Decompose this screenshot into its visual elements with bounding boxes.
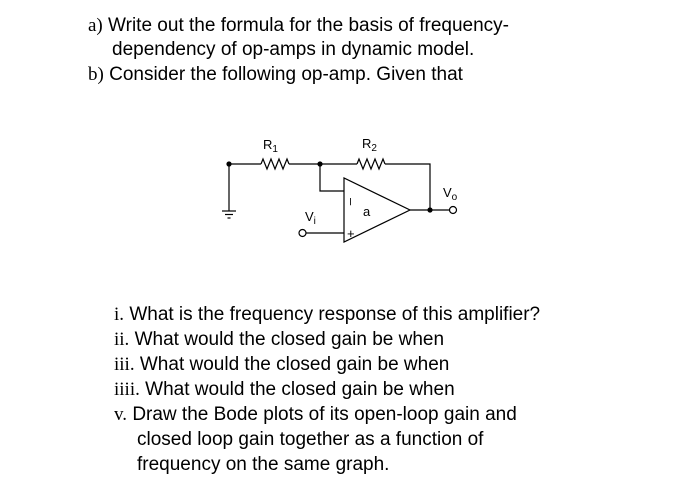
question-ii <box>114 328 444 352</box>
question-iiii-marker: iiii. <box>114 379 140 400</box>
gain-label: a <box>363 204 371 219</box>
resistor-r1 <box>261 159 289 169</box>
part-a-line2: dependency of op-amps in dynamic model. <box>112 39 475 60</box>
vo-label: $V_o$ <box>443 185 458 203</box>
ground-icon <box>222 211 236 218</box>
question-iiii-text: What would the closed gain be when <box>145 379 455 400</box>
question-v-cont-1: closed loop gain together as a function of <box>137 429 484 450</box>
r1-label: $R_1$ <box>263 137 278 155</box>
question-iii-text: What would the closed gain be when <box>139 354 450 375</box>
feedback-wire <box>385 164 430 210</box>
question-iiii <box>114 378 455 402</box>
node-dot-ground <box>226 161 231 166</box>
question-i <box>114 303 540 327</box>
question-v <box>114 403 517 427</box>
question-ii-text: What would the closed gain be when <box>134 329 445 350</box>
question-v-text: Draw the Bode plots of its open-loop gain and <box>132 404 517 425</box>
question-i-marker: i. <box>114 304 125 325</box>
part-a-marker: a) <box>88 15 103 36</box>
vo-terminal <box>450 207 457 214</box>
node-dot-output <box>427 207 432 212</box>
question-i-text: What is the frequency response of this amplifier? <box>129 304 541 325</box>
node-dot-junction <box>317 161 322 166</box>
part-b-marker: b) <box>88 64 104 85</box>
resistor-r2 <box>357 159 385 169</box>
part-b-text: Consider the following op-amp. Given that <box>109 64 463 85</box>
question-iii <box>114 353 449 377</box>
question-ii-marker: ii. <box>114 329 130 350</box>
part-a-text-1: Write out the formula for the basis of frequency- <box>108 15 509 36</box>
plus-sign: + <box>347 226 355 241</box>
question-v-marker: v. <box>114 404 128 425</box>
minus-sign: – <box>344 198 359 206</box>
question-v-cont-2: frequency on the same graph. <box>137 454 390 475</box>
r2-label: $R_2$ <box>362 136 377 154</box>
vi-label: $V_i$ <box>305 209 316 227</box>
inverting-input-wire <box>320 164 344 191</box>
vi-terminal <box>299 230 306 237</box>
question-iii-marker: iii. <box>114 354 135 375</box>
